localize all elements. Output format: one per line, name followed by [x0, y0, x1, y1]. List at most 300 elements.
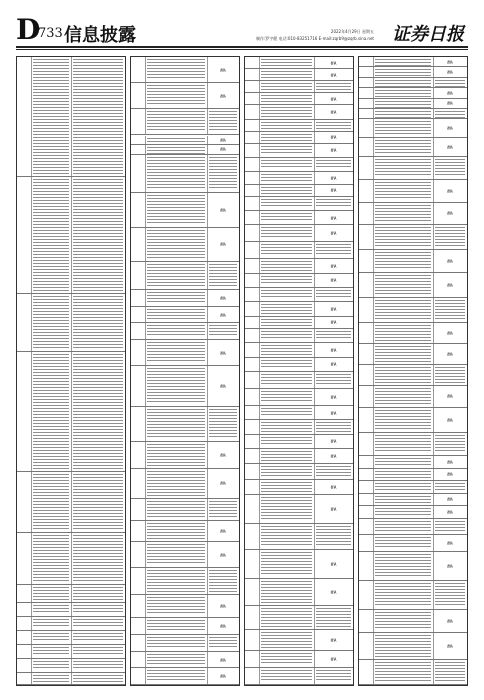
table-row	[359, 203, 467, 226]
table-row	[131, 290, 239, 307]
disclosure-column-1	[16, 56, 126, 686]
table-row	[17, 352, 125, 472]
table-row	[245, 435, 353, 449]
status-label: 否认	[330, 506, 337, 511]
status-label: 否认	[330, 60, 337, 65]
response-cell	[314, 420, 353, 433]
row-number-cell	[131, 499, 146, 519]
row-number-cell	[131, 469, 146, 499]
status-label: 否认	[446, 459, 453, 464]
item-cell	[373, 273, 434, 297]
status-label: 否认	[219, 242, 226, 247]
item-cell	[259, 302, 315, 315]
status-label: 否认	[219, 67, 226, 72]
table-row	[245, 606, 353, 630]
table-row	[245, 185, 353, 197]
table-row	[131, 145, 239, 155]
row-number-cell	[245, 480, 260, 493]
response-cell	[314, 651, 353, 667]
status-label: 否认	[330, 394, 337, 399]
table-row	[17, 603, 125, 617]
table-row	[17, 177, 125, 295]
status-label: 否认	[330, 320, 337, 325]
row-number-cell	[359, 57, 374, 66]
item-cell	[373, 88, 434, 97]
status-label: 否认	[219, 481, 226, 486]
row-number-cell	[359, 250, 374, 272]
status-label: 否认	[330, 231, 337, 236]
response-cell	[314, 288, 353, 301]
newspaper-logo: 证券日报	[392, 24, 464, 45]
row-number-cell	[359, 494, 374, 505]
table-row	[17, 645, 125, 659]
status-label: 否认	[219, 552, 226, 557]
row-number-cell	[359, 180, 374, 202]
row-number-cell	[245, 302, 260, 315]
row-number-cell	[131, 340, 146, 365]
response-cell	[433, 119, 467, 137]
row-number-cell	[359, 633, 374, 659]
table-row	[359, 552, 467, 581]
table-row	[245, 172, 353, 184]
item-cell	[145, 323, 208, 339]
row-number-cell	[245, 81, 260, 92]
item-cell	[259, 211, 315, 224]
item-cell	[145, 652, 208, 668]
row-number-cell	[131, 193, 146, 228]
row-number-cell	[131, 521, 146, 541]
response-cell	[207, 155, 239, 192]
table-row	[131, 57, 239, 83]
item-cell	[259, 372, 315, 388]
status-label: 否认	[446, 59, 453, 64]
response-cell	[314, 480, 353, 493]
status-label: 否认	[219, 657, 226, 662]
item-cell	[145, 136, 208, 145]
table-row	[245, 406, 353, 420]
row-number-cell	[131, 407, 146, 442]
row-number-cell	[17, 177, 32, 294]
table-row	[245, 93, 353, 105]
row-number-cell	[131, 323, 146, 339]
response-cell	[433, 99, 467, 108]
table-row	[131, 307, 239, 324]
row-number-cell	[245, 406, 260, 419]
table-row	[131, 262, 239, 291]
response-cell	[433, 469, 467, 480]
table-row	[245, 343, 353, 357]
row-number-cell	[359, 225, 374, 249]
response-cell	[433, 298, 467, 322]
row-number-cell	[131, 442, 146, 467]
response-cell	[207, 407, 239, 442]
item-cell	[259, 81, 315, 92]
row-number-cell	[359, 660, 374, 684]
response-cell	[433, 506, 467, 517]
row-number-cell	[131, 83, 146, 108]
disclosure-column-2	[130, 56, 240, 686]
row-number-cell	[245, 120, 260, 131]
response-cell	[207, 57, 239, 82]
row-number-cell	[131, 136, 146, 145]
response-cell	[314, 274, 353, 287]
response-cell	[314, 389, 353, 405]
table-row	[359, 506, 467, 518]
table-row	[359, 386, 467, 409]
item-cell	[259, 69, 315, 80]
table-row	[245, 158, 353, 172]
item-cell	[31, 352, 72, 471]
item-cell	[145, 635, 208, 651]
response-cell	[71, 57, 125, 176]
status-label: 否认	[330, 307, 337, 312]
table-row	[245, 317, 353, 329]
status-label: 否认	[219, 674, 226, 679]
table-row	[359, 456, 467, 468]
item-cell	[259, 274, 315, 287]
item-cell	[259, 579, 315, 604]
issue-date: 2022年4月29日 星期五	[330, 29, 374, 34]
item-cell	[259, 57, 315, 68]
table-row	[17, 631, 125, 645]
status-label: 否认	[330, 589, 337, 594]
row-number-cell	[359, 67, 374, 76]
table-row	[359, 138, 467, 157]
row-number-cell	[359, 365, 374, 385]
response-cell	[314, 343, 353, 356]
row-number-cell	[245, 105, 260, 118]
status-label: 否认	[330, 188, 337, 193]
response-cell	[314, 579, 353, 604]
status-label: 否认	[330, 109, 337, 114]
item-cell	[259, 358, 315, 371]
table-row	[17, 673, 125, 685]
table-row	[359, 57, 467, 67]
response-cell	[314, 144, 353, 157]
item-cell	[259, 317, 315, 328]
row-number-cell	[17, 352, 32, 471]
item-cell	[373, 552, 434, 580]
row-number-cell	[245, 158, 260, 171]
response-cell	[433, 57, 467, 66]
item-cell	[373, 180, 434, 202]
response-cell	[207, 469, 239, 499]
response-cell	[207, 228, 239, 260]
response-cell	[207, 635, 239, 651]
item-cell	[145, 442, 208, 467]
item-cell	[373, 581, 434, 609]
response-cell	[207, 136, 239, 145]
table-row	[17, 617, 125, 631]
item-cell	[373, 78, 434, 87]
item-cell	[145, 83, 208, 108]
response-cell	[71, 177, 125, 294]
status-label: 否认	[446, 472, 453, 477]
row-number-cell	[245, 343, 260, 356]
response-cell	[314, 158, 353, 171]
row-number-cell	[359, 203, 374, 225]
status-label: 否认	[330, 410, 337, 415]
response-cell	[433, 481, 467, 492]
status-label: 否认	[330, 96, 337, 101]
table-row	[245, 274, 353, 288]
section-title: 信息披露	[64, 25, 136, 46]
response-cell	[314, 449, 353, 462]
item-cell	[145, 193, 208, 228]
row-number-cell	[245, 211, 260, 224]
item-cell	[259, 550, 315, 578]
item-cell	[145, 568, 208, 593]
response-cell	[433, 519, 467, 535]
row-number-cell	[131, 262, 146, 290]
table-row	[245, 524, 353, 550]
table-row	[245, 449, 353, 463]
item-cell	[373, 57, 434, 66]
item-cell	[145, 668, 208, 684]
response-cell	[207, 568, 239, 593]
response-cell	[207, 262, 239, 290]
response-cell	[314, 185, 353, 196]
table-row	[131, 340, 239, 366]
response-cell	[433, 180, 467, 202]
status-label: 否认	[330, 72, 337, 77]
row-number-cell	[245, 185, 260, 196]
response-cell	[433, 433, 467, 455]
table-row	[359, 250, 467, 273]
item-cell	[145, 57, 208, 82]
row-number-cell	[245, 464, 260, 480]
row-number-cell	[17, 659, 32, 672]
status-label: 否认	[219, 383, 226, 388]
item-cell	[259, 288, 315, 301]
row-number-cell	[17, 673, 32, 684]
table-row	[359, 535, 467, 552]
row-number-cell	[245, 389, 260, 405]
table-row	[245, 211, 353, 225]
table-row	[131, 366, 239, 406]
table-row	[359, 323, 467, 344]
table-row	[245, 329, 353, 343]
response-cell	[314, 317, 353, 328]
response-cell	[314, 105, 353, 118]
item-cell	[31, 294, 72, 351]
response-cell	[314, 630, 353, 651]
item-cell	[373, 633, 434, 659]
response-cell	[207, 652, 239, 668]
status-label: 否认	[446, 90, 453, 95]
row-number-cell	[245, 358, 260, 371]
item-cell	[373, 469, 434, 480]
response-cell	[314, 120, 353, 131]
response-cell	[314, 225, 353, 241]
item-cell	[373, 99, 434, 108]
item-cell	[145, 407, 208, 442]
table-row	[17, 585, 125, 603]
status-label: 否认	[219, 93, 226, 98]
item-cell	[259, 495, 315, 523]
item-cell	[259, 259, 315, 272]
response-cell	[433, 88, 467, 97]
row-number-cell	[131, 568, 146, 593]
response-cell	[433, 365, 467, 385]
item-cell	[259, 524, 315, 549]
status-label: 否认	[330, 278, 337, 283]
response-cell	[433, 344, 467, 364]
item-cell	[31, 585, 72, 602]
status-label: 否认	[330, 439, 337, 444]
response-cell	[314, 406, 353, 419]
item-cell	[259, 668, 315, 684]
header-rule	[16, 46, 468, 48]
response-cell	[71, 472, 125, 533]
item-cell	[373, 433, 434, 455]
response-cell	[433, 660, 467, 684]
response-cell	[207, 595, 239, 618]
table-row	[131, 635, 239, 652]
item-cell	[373, 109, 434, 118]
status-label: 否认	[219, 603, 226, 608]
item-cell	[373, 250, 434, 272]
table-row	[131, 83, 239, 109]
status-label: 否认	[446, 331, 453, 336]
item-cell	[259, 158, 315, 171]
table-row	[17, 533, 125, 585]
table-row	[131, 442, 239, 468]
table-row	[131, 155, 239, 193]
header-rule-thin	[16, 49, 468, 50]
row-number-cell	[359, 99, 374, 108]
table-row	[359, 519, 467, 536]
row-number-cell	[359, 273, 374, 297]
status-label: 否认	[330, 175, 337, 180]
response-cell	[314, 358, 353, 371]
table-row	[131, 568, 239, 594]
status-label: 否认	[446, 188, 453, 193]
response-cell	[433, 138, 467, 156]
status-label: 否认	[446, 211, 453, 216]
response-cell	[314, 524, 353, 549]
response-cell	[314, 464, 353, 480]
row-number-cell	[359, 610, 374, 632]
table-row	[245, 550, 353, 579]
table-row	[359, 88, 467, 98]
item-cell	[259, 329, 315, 342]
row-number-cell	[131, 109, 146, 134]
item-cell	[259, 630, 315, 651]
response-cell	[433, 456, 467, 467]
response-cell	[314, 197, 353, 210]
status-label: 否认	[330, 657, 337, 662]
response-cell	[207, 307, 239, 323]
row-number-cell	[131, 155, 146, 192]
row-number-cell	[17, 472, 32, 533]
response-cell	[433, 552, 467, 580]
item-cell	[31, 673, 72, 684]
table-row	[359, 469, 467, 481]
status-label: 否认	[446, 283, 453, 288]
table-row	[17, 57, 125, 177]
item-cell	[145, 618, 208, 634]
item-cell	[373, 365, 434, 385]
table-row	[359, 119, 467, 138]
row-number-cell	[359, 119, 374, 137]
item-cell	[145, 469, 208, 499]
table-row	[131, 136, 239, 146]
table-row	[245, 651, 353, 668]
row-number-cell	[245, 449, 260, 462]
row-number-cell	[359, 433, 374, 455]
response-cell	[314, 172, 353, 183]
item-cell	[259, 120, 315, 131]
item-cell	[31, 617, 72, 630]
table-row	[359, 365, 467, 386]
response-cell	[71, 533, 125, 584]
table-row	[359, 494, 467, 506]
response-cell	[207, 521, 239, 541]
row-number-cell	[17, 294, 32, 351]
page-header	[0, 0, 484, 50]
row-number-cell	[131, 366, 146, 405]
item-cell	[373, 456, 434, 467]
row-number-cell	[131, 228, 146, 260]
item-cell	[373, 298, 434, 322]
table-row	[17, 659, 125, 673]
row-number-cell	[359, 157, 374, 179]
item-cell	[31, 645, 72, 658]
table-row	[359, 610, 467, 633]
row-number-cell	[17, 57, 32, 176]
item-cell	[373, 519, 434, 535]
item-cell	[259, 185, 315, 196]
item-cell	[373, 610, 434, 632]
row-number-cell	[245, 57, 260, 68]
status-label: 否认	[330, 215, 337, 220]
response-cell	[433, 581, 467, 609]
row-number-cell	[17, 585, 32, 602]
response-cell	[314, 435, 353, 448]
table-row	[359, 99, 467, 109]
table-row	[359, 581, 467, 610]
table-row	[245, 389, 353, 406]
response-cell	[314, 81, 353, 92]
row-number-cell	[359, 519, 374, 535]
response-cell	[71, 631, 125, 644]
item-cell	[145, 366, 208, 405]
item-cell	[373, 481, 434, 492]
row-number-cell	[245, 197, 260, 210]
item-cell	[145, 521, 208, 541]
item-cell	[31, 603, 72, 616]
disclosure-column-4	[358, 56, 468, 686]
status-label: 否认	[446, 497, 453, 502]
row-number-cell	[245, 144, 260, 157]
item-cell	[259, 172, 315, 183]
status-label: 否认	[330, 453, 337, 458]
table-row	[245, 132, 353, 144]
item-cell	[373, 494, 434, 505]
table-row	[245, 358, 353, 372]
status-label: 否认	[330, 485, 337, 490]
table-row	[359, 344, 467, 365]
table-row	[131, 521, 239, 542]
response-cell	[207, 499, 239, 519]
row-number-cell	[131, 307, 146, 323]
row-number-cell	[245, 172, 260, 183]
table-row	[245, 105, 353, 119]
table-row	[131, 469, 239, 500]
row-number-cell	[17, 603, 32, 616]
item-cell	[259, 464, 315, 480]
